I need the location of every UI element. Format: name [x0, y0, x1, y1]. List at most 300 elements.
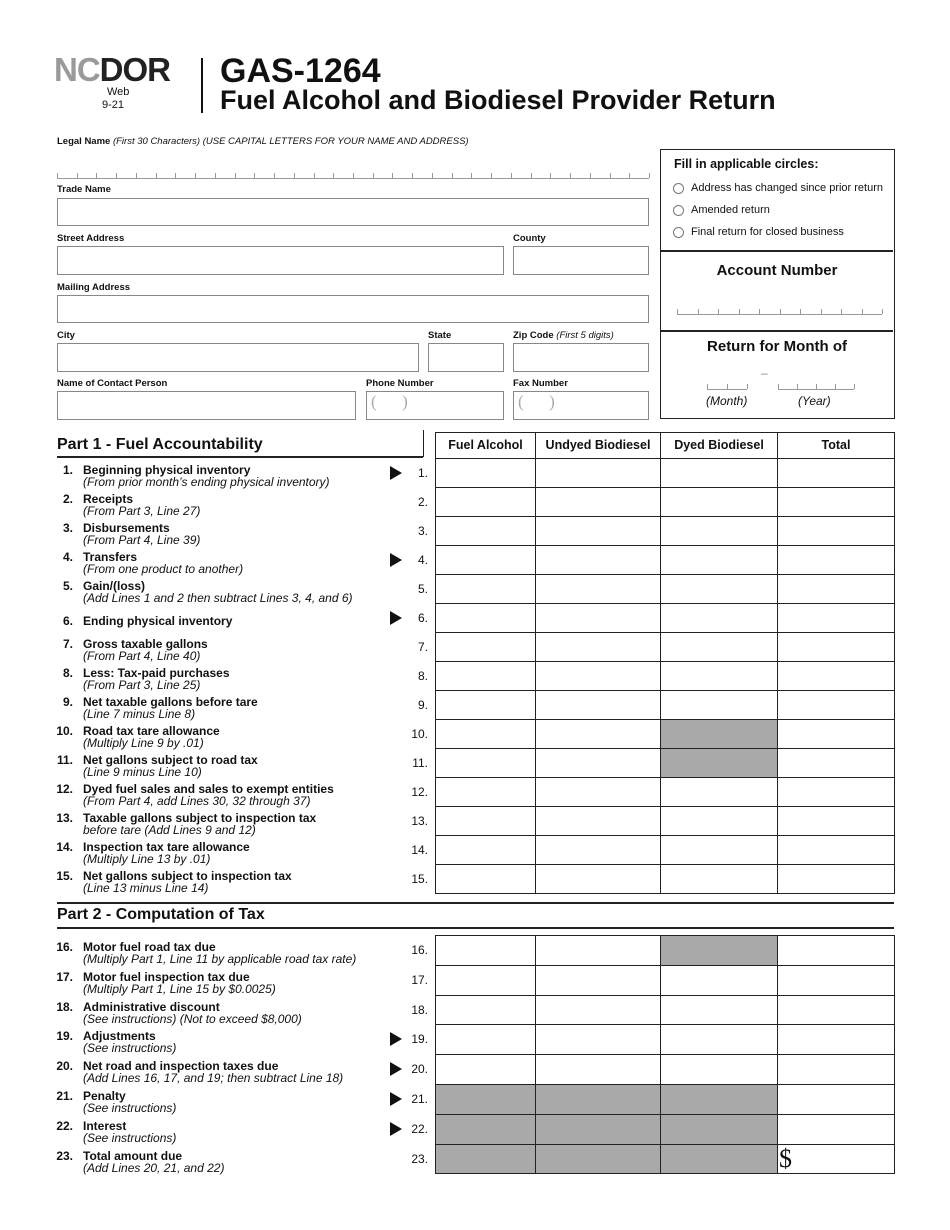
line-title: Inspection tax tare allowance — [83, 840, 250, 854]
trade-name-field[interactable] — [57, 198, 649, 226]
line-instruction: (From Part 4, Line 40) — [83, 649, 201, 663]
amount-cell[interactable] — [535, 965, 661, 996]
phone-label: Phone Number — [366, 378, 434, 389]
line-title: Dyed fuel sales and sales to exempt entities — [83, 782, 334, 796]
line-reference: 18. — [411, 1002, 428, 1017]
shaded-cell — [435, 1144, 536, 1175]
amount-cell[interactable] — [777, 835, 895, 865]
amount-cell[interactable] — [535, 1054, 661, 1085]
amount-cell[interactable] — [660, 806, 778, 836]
amount-cell[interactable] — [777, 995, 895, 1026]
amount-cell[interactable] — [435, 632, 536, 662]
line-reference: 20. — [411, 1062, 428, 1077]
shaded-cell — [660, 1114, 778, 1145]
line-reference: 12. — [411, 785, 428, 799]
shaded-cell — [660, 719, 778, 749]
part1-rule — [57, 456, 423, 458]
part2-title: Part 2 - Computation of Tax — [57, 906, 265, 923]
comb-tick — [57, 173, 58, 178]
line-item — [55, 754, 395, 780]
county-field[interactable] — [513, 246, 649, 275]
year-label: (Year) — [798, 394, 831, 408]
amount-cell[interactable] — [777, 864, 895, 894]
amount-cell[interactable] — [660, 1054, 778, 1085]
line-title: Beginning physical inventory — [83, 463, 251, 477]
line-number: 3. — [62, 521, 73, 535]
line-instruction: (Line 7 minus Line 8) — [83, 707, 196, 721]
line-reference: 14. — [411, 843, 428, 857]
line-reference: 1. — [417, 466, 428, 480]
line-instruction: (See instructions) — [83, 1101, 177, 1115]
amount-cell[interactable] — [660, 458, 778, 488]
panel-divider — [661, 330, 893, 332]
line-instruction: (Multiply Part 1, Line 15 by $0.0025) — [83, 981, 276, 996]
line-item — [55, 783, 395, 809]
amended-radio[interactable] — [673, 205, 684, 216]
line-item — [55, 493, 395, 519]
amount-cell[interactable] — [435, 1024, 536, 1055]
comb-tick — [215, 173, 216, 178]
contact-field[interactable] — [57, 391, 356, 420]
line-instruction: (Line 9 minus Line 10) — [83, 765, 202, 779]
line-title: Penalty — [83, 1089, 126, 1103]
comb-tick — [373, 173, 374, 178]
line-title: Administrative discount — [83, 999, 220, 1014]
line-title: Transfers — [83, 550, 138, 564]
shaded-cell — [660, 1084, 778, 1115]
amount-cell[interactable] — [660, 1024, 778, 1055]
comb-tick — [77, 173, 78, 178]
line-title: Disbursements — [83, 521, 170, 535]
contact-label: Name of Contact Person — [57, 378, 168, 389]
line-item — [55, 870, 395, 896]
amount-cell[interactable] — [535, 1024, 661, 1055]
line-instruction: before tare (Add Lines 9 and 12) — [83, 823, 256, 837]
line-instruction: (Multiply Part 1, Line 11 by applicable road tax rate) — [83, 952, 357, 966]
amount-cell[interactable] — [660, 835, 778, 865]
line-reference: 21. — [411, 1092, 428, 1106]
city-field[interactable] — [57, 343, 419, 372]
amount-cell[interactable] — [435, 719, 536, 749]
line-item — [55, 1150, 395, 1176]
phone-field[interactable] — [366, 391, 504, 420]
ncdor-logo: NCDOR — [54, 51, 171, 88]
line-reference: 4. — [417, 553, 428, 567]
comb-tick — [136, 173, 137, 178]
line-item — [55, 941, 395, 967]
comb-tick — [649, 173, 650, 178]
street-address-field[interactable] — [57, 246, 504, 275]
line-reference: 3. — [417, 524, 428, 538]
comb-tick — [550, 173, 551, 178]
amount-cell[interactable] — [435, 1054, 536, 1085]
line-number: 23. — [56, 1148, 73, 1163]
amount-cell[interactable] — [777, 748, 895, 778]
line-instruction: (Add Lines 20, 21, and 22) — [83, 1160, 225, 1175]
amount-cell[interactable] — [777, 1114, 895, 1145]
amount-cell[interactable] — [435, 835, 536, 865]
comb-tick — [175, 173, 176, 178]
amount-cell[interactable] — [535, 458, 661, 488]
amount-cell[interactable] — [535, 748, 661, 778]
amount-cell[interactable] — [777, 935, 895, 966]
comb-tick — [96, 173, 97, 178]
line-number: 2. — [62, 492, 73, 506]
amount-cell[interactable] — [777, 719, 895, 749]
form-title: Fuel Alcohol and Biodiesel Provider Return — [220, 85, 776, 115]
line-reference: 22. — [411, 1121, 428, 1136]
line-title: Taxable gallons subject to inspection tax — [83, 811, 317, 825]
line-number: 12. — [56, 782, 73, 796]
trade-name-label: Trade Name — [57, 184, 111, 195]
amount-cell[interactable] — [435, 995, 536, 1026]
comb-tick — [698, 309, 699, 314]
line-item — [55, 580, 395, 606]
address-changed-radio[interactable] — [673, 183, 684, 194]
comb-tick — [718, 309, 719, 314]
line-instruction: (From Part 4, add Lines 30, 32 through 37) — [83, 794, 311, 808]
amount-cell[interactable] — [535, 777, 661, 807]
amount-cell[interactable] — [535, 487, 661, 517]
amount-cell[interactable] — [435, 690, 536, 720]
shaded-cell — [660, 748, 778, 778]
amount-cell[interactable] — [777, 1084, 895, 1115]
amount-cell[interactable] — [660, 545, 778, 575]
part1-title: Part 1 - Fuel Accountability — [57, 436, 263, 453]
amount-cell[interactable] — [777, 545, 895, 575]
line-item — [55, 725, 395, 751]
part2-rule — [57, 927, 894, 929]
amount-cell[interactable] — [435, 965, 536, 996]
amount-cell[interactable] — [777, 1024, 895, 1055]
line-item — [55, 971, 395, 997]
amount-cell[interactable] — [435, 777, 536, 807]
amount-cell[interactable] — [660, 632, 778, 662]
amount-cell[interactable] — [777, 806, 895, 836]
comb-tick — [759, 309, 760, 314]
comb-tick — [491, 173, 492, 178]
amount-cell[interactable] — [777, 632, 895, 662]
line-reference: 5. — [417, 582, 428, 596]
amount-cell[interactable] — [435, 574, 536, 604]
line-instruction: (From one product to another) — [83, 562, 244, 576]
fax-field[interactable] — [513, 391, 649, 420]
amount-cell[interactable] — [777, 1054, 895, 1085]
street-address-label: Street Address — [57, 233, 125, 244]
line-number: 7. — [62, 637, 73, 651]
amount-cell[interactable] — [435, 864, 536, 894]
comb-tick — [835, 384, 836, 389]
line-item — [55, 551, 395, 577]
line-instruction: (From Part 3, Line 25) — [83, 678, 201, 692]
line-reference: 7. — [417, 640, 428, 654]
line-instruction: (Multiply Line 9 by .01) — [83, 736, 204, 750]
amount-cell[interactable] — [535, 603, 661, 633]
amount-cell[interactable] — [660, 487, 778, 517]
amount-cell[interactable] — [435, 661, 536, 691]
line-item — [55, 841, 395, 867]
comb-tick — [816, 384, 817, 389]
line-reference: 10. — [411, 727, 428, 741]
state-label: State — [428, 330, 452, 341]
comb-tick — [590, 173, 591, 178]
comb-tick — [314, 173, 315, 178]
amount-cell[interactable] — [660, 995, 778, 1026]
line-reference: 19. — [411, 1032, 428, 1047]
line-item — [55, 1120, 395, 1146]
line-title: Motor fuel inspection tax due — [83, 969, 250, 984]
amount-cell[interactable] — [777, 516, 895, 546]
amount-cell[interactable] — [777, 1144, 895, 1175]
line-reference: 17. — [411, 972, 428, 987]
amount-cell[interactable] — [535, 632, 661, 662]
amount-cell[interactable] — [777, 574, 895, 604]
line-title: Gain/(loss) — [83, 579, 146, 593]
amount-cell[interactable] — [660, 690, 778, 720]
comb-tick — [432, 173, 433, 178]
amount-cell[interactable] — [777, 965, 895, 996]
comb-tick — [727, 384, 728, 389]
amount-cell[interactable] — [535, 545, 661, 575]
amount-cell[interactable] — [535, 574, 661, 604]
amount-cell[interactable] — [535, 719, 661, 749]
comb-tick — [471, 173, 472, 178]
shaded-cell — [660, 1144, 778, 1175]
amount-cell[interactable] — [777, 661, 895, 691]
comb-tick — [739, 309, 740, 314]
shaded-cell — [535, 1144, 661, 1175]
line-instruction: (See instructions) — [83, 1130, 177, 1145]
line-reference: 9. — [417, 698, 428, 712]
comb-tick — [707, 384, 708, 389]
line-title: Net gallons subject to inspection tax — [83, 869, 292, 883]
line-title: Ending physical inventory — [83, 614, 233, 628]
amount-cell[interactable] — [535, 806, 661, 836]
comb-tick — [235, 173, 236, 178]
comb-tick — [511, 173, 512, 178]
part1-rule-end — [423, 430, 424, 457]
header-divider — [201, 58, 203, 113]
comb-tick — [800, 309, 801, 314]
line-number: 16. — [56, 940, 73, 954]
line-item — [55, 667, 395, 693]
line-number: 4. — [62, 550, 73, 564]
amount-cell[interactable] — [777, 603, 895, 633]
comb-tick — [412, 173, 413, 178]
amount-cell[interactable] — [435, 603, 536, 633]
comb-tick — [821, 309, 822, 314]
amount-cell[interactable] — [435, 935, 536, 966]
line-item — [55, 1060, 395, 1086]
line-item — [55, 696, 395, 722]
city-label: City — [57, 330, 75, 341]
amount-cell[interactable] — [535, 935, 661, 966]
amount-cell[interactable] — [435, 545, 536, 575]
circles-title: Fill in applicable circles: — [674, 157, 819, 171]
line-instruction: (Add Lines 1 and 2 then subtract Lines 3, 4, and 6) — [83, 591, 353, 605]
comb-tick — [677, 309, 678, 314]
amount-cell[interactable] — [660, 777, 778, 807]
comb-tick — [862, 309, 863, 314]
line-instruction: (Line 13 minus Line 14) — [83, 881, 209, 895]
mailing-address-label: Mailing Address — [57, 282, 131, 293]
comb-tick — [116, 173, 117, 178]
amount-cell[interactable] — [660, 965, 778, 996]
dollar-sign: $ — [779, 1143, 792, 1173]
comb-tick — [195, 173, 196, 178]
comb-tick — [778, 384, 779, 389]
comb-tick — [531, 173, 532, 178]
column-headers — [435, 432, 894, 458]
form-number: GAS-1264 — [220, 52, 381, 90]
line-item — [55, 522, 395, 548]
line-title: Total amount due — [83, 1148, 183, 1163]
line-item — [55, 812, 395, 838]
amount-cell[interactable] — [435, 458, 536, 488]
amount-cell[interactable] — [435, 748, 536, 778]
line-reference: 2. — [417, 495, 428, 509]
amount-cell[interactable] — [435, 487, 536, 517]
zip-label: Zip Code (First 5 digits) — [513, 330, 614, 341]
shaded-cell — [535, 1084, 661, 1115]
line-number: 15. — [56, 869, 73, 883]
shaded-cell — [535, 1114, 661, 1145]
line-reference: 16. — [411, 943, 428, 957]
line-number: 22. — [56, 1118, 73, 1133]
column-header: Total — [777, 432, 895, 459]
line-item — [55, 638, 395, 664]
fax-area-code: ( ) — [518, 392, 555, 411]
zip-field[interactable] — [513, 343, 649, 372]
final-return-radio[interactable] — [673, 227, 684, 238]
state-field[interactable] — [428, 343, 504, 372]
comb-tick — [854, 384, 855, 389]
amount-cell[interactable] — [535, 864, 661, 894]
line-instruction: (See instructions) — [83, 1041, 177, 1056]
legal-name-label: Legal Name (First 30 Characters) (USE CAPITAL LETTERS FOR YOUR NAME AND ADDRESS) — [57, 136, 469, 147]
line-title: Receipts — [83, 492, 134, 506]
line-instruction: (Multiply Line 13 by .01) — [83, 852, 211, 866]
amount-cell[interactable] — [777, 487, 895, 517]
amount-cell[interactable] — [535, 516, 661, 546]
column-header: Fuel Alcohol — [435, 432, 536, 459]
line-item — [55, 1030, 395, 1056]
amount-cell[interactable] — [535, 835, 661, 865]
comb-tick — [392, 173, 393, 178]
comb-tick — [780, 309, 781, 314]
comb-tick — [274, 173, 275, 178]
address-changed-label: Address has changed since prior return — [691, 182, 883, 194]
comb-tick — [882, 309, 883, 314]
line-number: 17. — [56, 969, 73, 984]
line-title: Road tax tare allowance — [83, 724, 220, 738]
amount-cell[interactable] — [660, 574, 778, 604]
line-number: 11. — [56, 753, 73, 767]
fax-label: Fax Number — [513, 378, 568, 389]
line-reference: 8. — [417, 669, 428, 683]
account-number-field[interactable] — [677, 307, 882, 315]
line-reference: 13. — [411, 814, 428, 828]
comb-tick — [353, 173, 354, 178]
shaded-cell — [435, 1084, 536, 1115]
comb-tick — [629, 173, 630, 178]
month-label: (Month) — [706, 394, 748, 408]
version-label: Web 9-21 — [102, 86, 130, 111]
amount-cell[interactable] — [660, 661, 778, 691]
line-title: Motor fuel road tax due — [83, 940, 216, 954]
amount-cell[interactable] — [535, 690, 661, 720]
phone-area-code: ( ) — [371, 392, 408, 411]
line-title: Gross taxable gallons — [83, 637, 208, 651]
line-instruction: (From Part 3, Line 27) — [83, 504, 201, 518]
line-number: 5. — [62, 579, 73, 593]
comb-tick — [294, 173, 295, 178]
line-item — [55, 1090, 395, 1116]
line-number: 19. — [56, 1029, 73, 1044]
line-title: Net gallons subject to road tax — [83, 753, 258, 767]
amount-cell[interactable] — [535, 661, 661, 691]
amount-cell[interactable] — [777, 690, 895, 720]
month-field[interactable] — [707, 383, 747, 390]
amount-cell[interactable] — [435, 806, 536, 836]
amount-cell[interactable] — [660, 516, 778, 546]
line-reference: 15. — [411, 872, 428, 886]
line-title: Less: Tax-paid purchases — [83, 666, 230, 680]
line-number: 10. — [56, 724, 73, 738]
line-number: 21. — [56, 1089, 73, 1103]
status-panel — [660, 149, 895, 419]
amount-cell[interactable] — [435, 516, 536, 546]
comb-tick — [610, 173, 611, 178]
legal-name-field[interactable] — [57, 170, 649, 179]
line-number: 20. — [56, 1059, 73, 1074]
comb-tick — [333, 173, 334, 178]
year-field[interactable] — [778, 383, 854, 390]
county-label: County — [513, 233, 546, 244]
amount-cell[interactable] — [660, 864, 778, 894]
line-title: Adjustments — [83, 1029, 156, 1044]
line-number: 6. — [62, 614, 73, 628]
comb-tick — [156, 173, 157, 178]
line-number: 13. — [56, 811, 73, 825]
month-year-dash: – — [761, 366, 768, 380]
line-number: 9. — [62, 695, 73, 709]
comb-tick — [841, 309, 842, 314]
column-header: Undyed Biodiesel — [535, 432, 661, 459]
return-month-title: Return for Month of — [707, 338, 847, 355]
amount-cell[interactable] — [660, 603, 778, 633]
line-reference: 6. — [417, 611, 428, 625]
line-number: 1. — [62, 463, 73, 477]
shaded-cell — [435, 1114, 536, 1145]
line-instruction: (See instructions) (Not to exceed $8,000) — [83, 1011, 302, 1026]
line-number: 18. — [56, 999, 73, 1014]
line-item — [55, 464, 395, 490]
amount-cell[interactable] — [777, 777, 895, 807]
shaded-cell — [660, 935, 778, 966]
comb-tick — [747, 384, 748, 389]
final-return-label: Final return for closed business — [691, 226, 844, 238]
amount-cell[interactable] — [777, 458, 895, 488]
panel-divider — [661, 250, 893, 252]
amount-cell[interactable] — [535, 995, 661, 1026]
amended-label: Amended return — [691, 204, 770, 216]
line-item — [55, 1001, 395, 1027]
mailing-address-field[interactable] — [57, 295, 649, 323]
line-number: 8. — [62, 666, 73, 680]
line-reference: 11. — [412, 756, 428, 770]
line-number: 14. — [56, 840, 73, 854]
